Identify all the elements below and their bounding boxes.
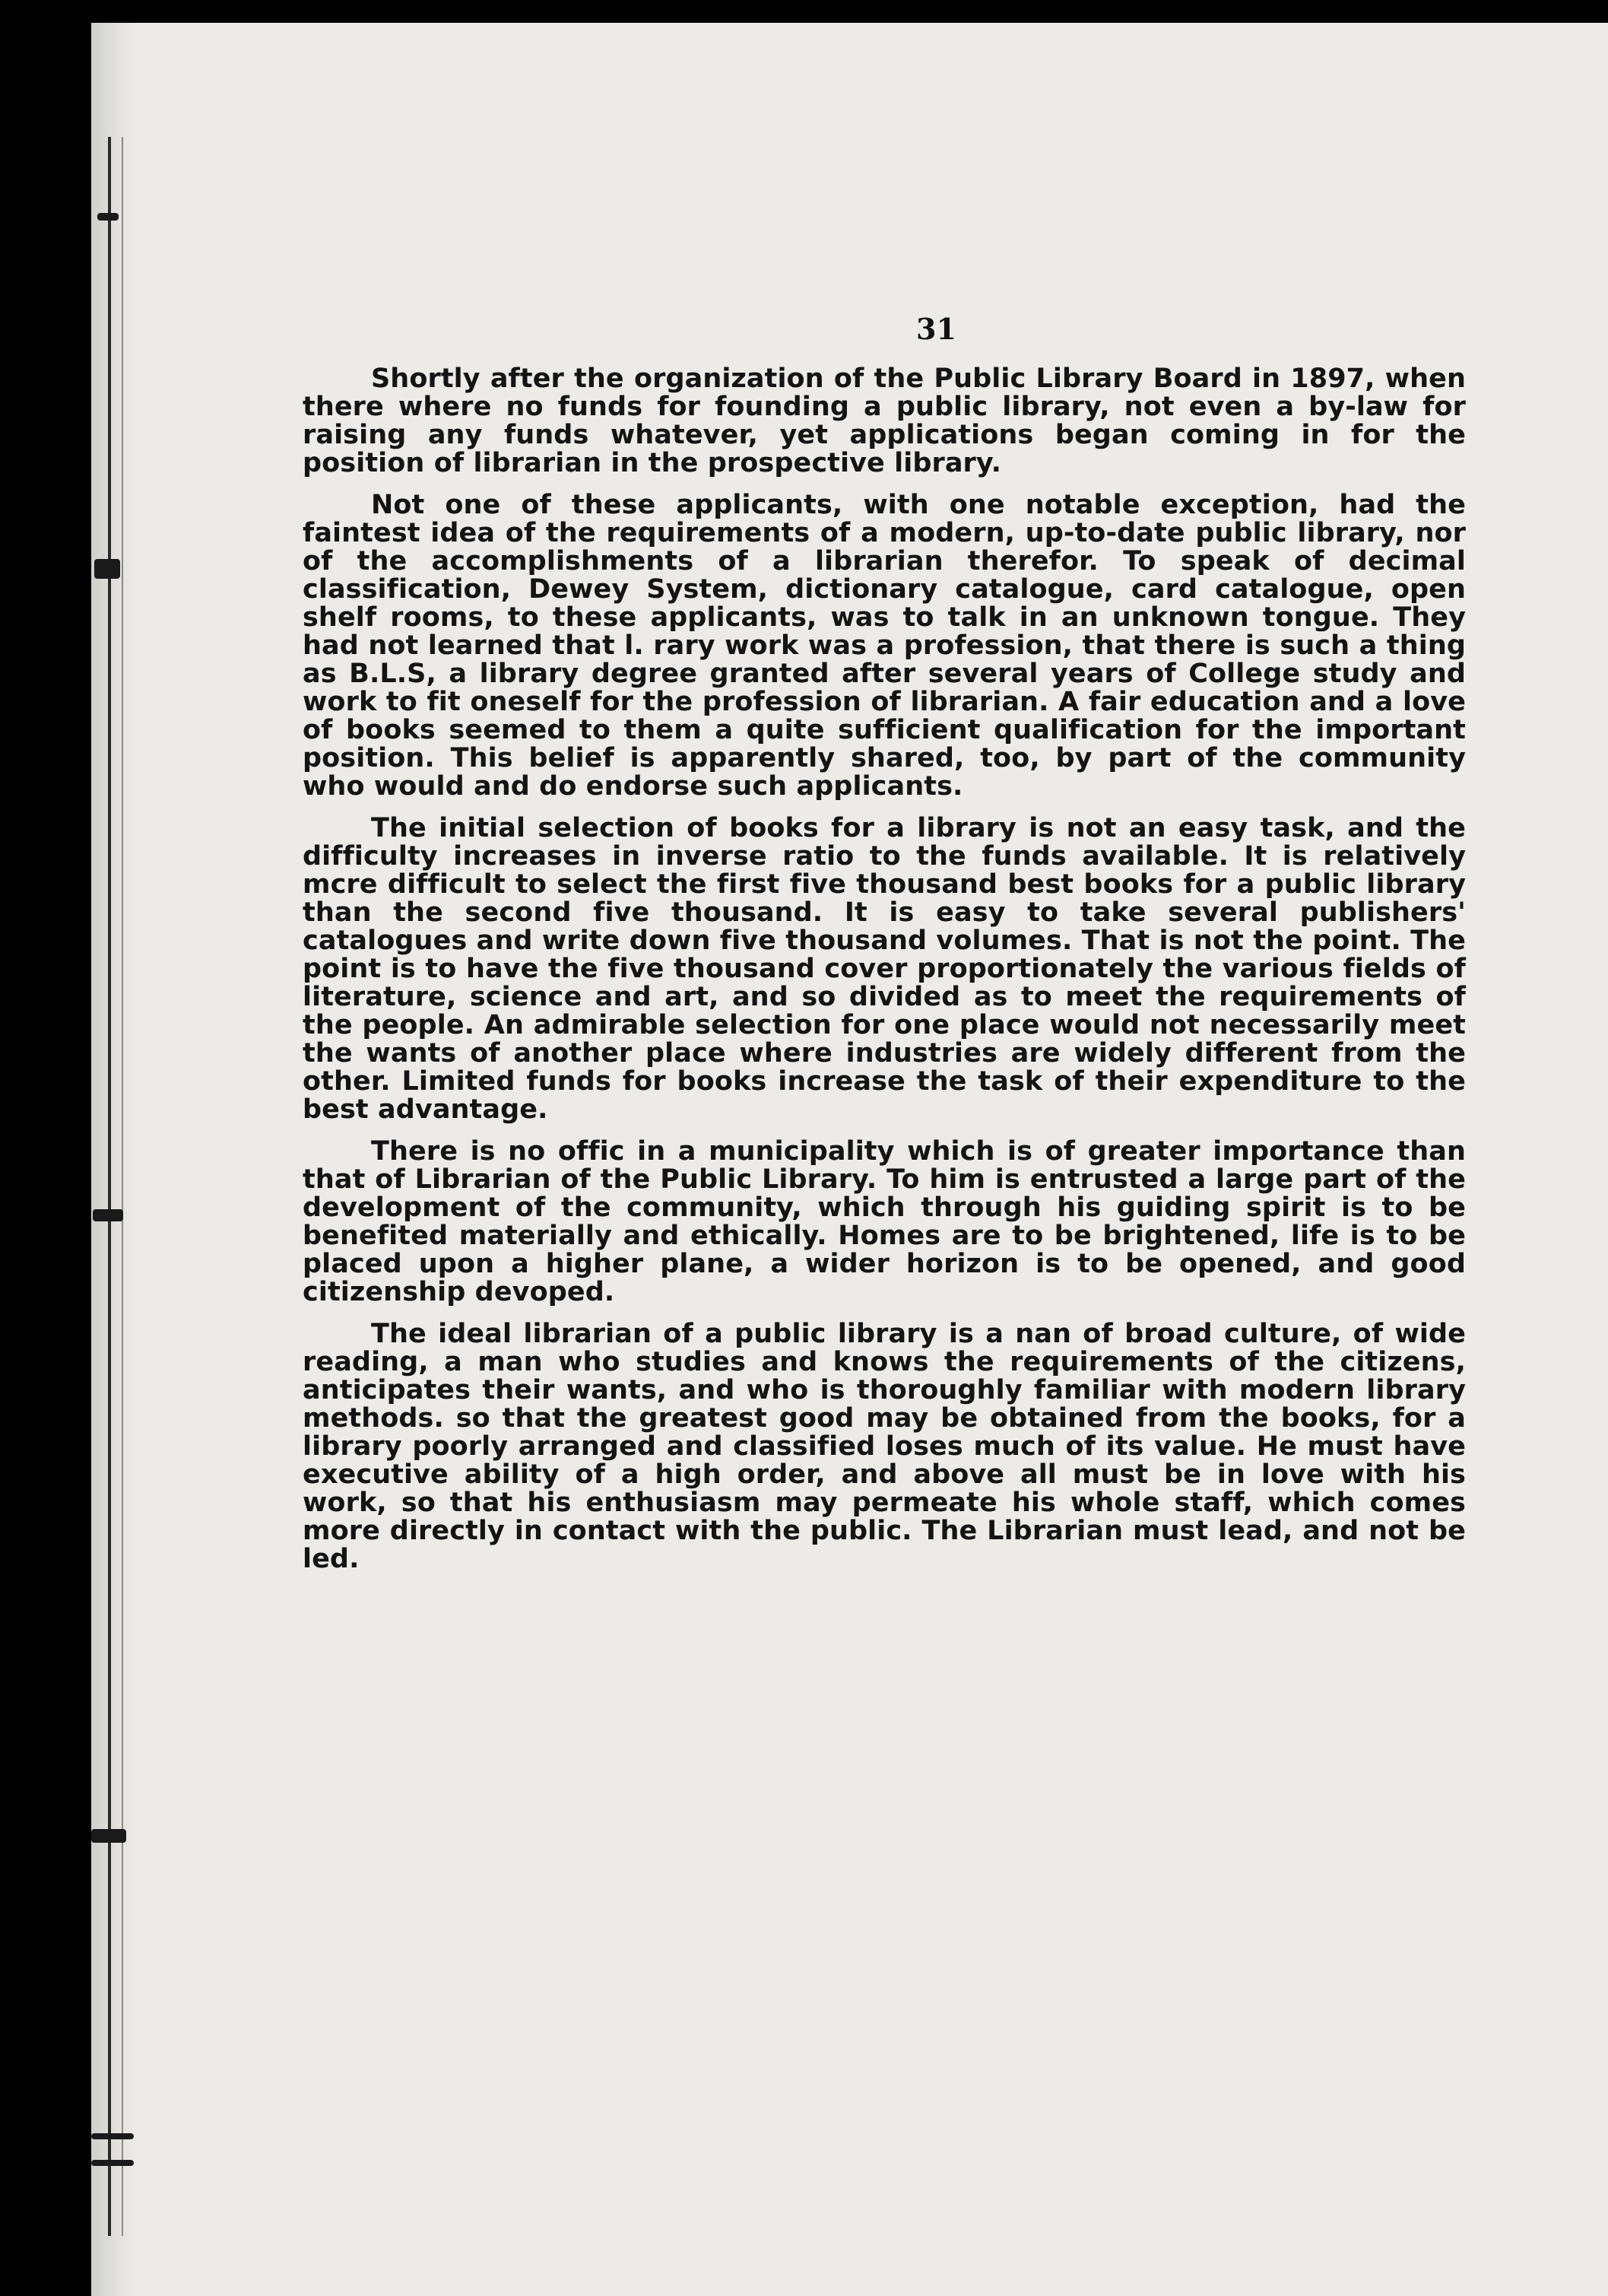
page-number: 31	[916, 312, 956, 346]
paragraph: The initial selection of books for a library is not an easy task, and the difficulty increases in inverse ratio to the funds available. It is relatively mcre difficult to select the first five thousand best books for a public library than the second five thousand. It is easy to take several publishers' catalogues and write down five thousand volumes. That is not the point. The point is to have the five thousand cover proportionately the various fields of literature, science and art, and so divided as to meet the requirements of the people. An admirable selection for one place would not necessarily meet the wants of another place where industries are widely different from the other. Limited funds for books increase the task of their expenditure to the best advantage.	[303, 813, 1466, 1125]
binding-line	[108, 137, 111, 2236]
paragraph: There is no offic in a municipality which is of greater importance than that of Librarian of the Public Library. To him is entrusted a large part of the development of the community, which through his guiding spirit is to be benefited materially and ethically. Homes are to be brightened, life is to be placed upon a higher plane, a wider horizon is to be opened, and good citizenship devoped.	[303, 1136, 1466, 1307]
paper-page	[91, 23, 1608, 2296]
binding-shadow-line	[122, 137, 123, 2236]
binding-stitch-mark	[91, 2133, 134, 2139]
binding-stitch-mark	[94, 559, 120, 579]
binding-stitch-mark	[97, 213, 119, 221]
paragraph: Shortly after the organization of the Public Library Board in 1897, when there where no funds for founding a public library, not even a by-law for raising any funds whatever, yet applications began coming in for the position of librarian in the prospective library.	[303, 364, 1466, 478]
paragraph: Not one of these applicants, with one notable exception, had the faintest idea of the requirements of a modern, up-to-date public library, nor of the accomplishments of a librarian therefor. To speak of decimal classification, Dewey System, dictionary catalogue, card catalogue, open shelf rooms, to these applicants, was to talk in an unknown tongue. They had not learned that l. rary work was a profession, that there is such a thing as B.L.S, a library degree granted after several years of College study and work to fit oneself for the profession of librarian. A fair education and a love of books seemed to them a quite sufficient qualification for the important position. This belief is apparently shared, too, by part of the community who would and do endorse such applicants.	[303, 490, 1466, 802]
body-text	[303, 365, 1466, 1574]
binding-stitch-mark	[91, 2160, 134, 2166]
paragraph: The ideal librarian of a public library is a nan of broad culture, of wide reading, a man who studies and knows the requirements of the citizens, anticipates their wants, and who is thoroughly familiar with modern library methods. so that the greatest good may be obtained from the books, for a library poorly arranged and classified loses much of its value. He must have executive ability of a high order, and above all must be in love with his work, so that his enthusiasm may permeate his whole staff, which comes more directly in contact with the public. The Librarian must lead, and not be led.	[303, 1319, 1466, 1574]
book-spine-edge	[91, 23, 137, 2296]
binding-stitch-mark	[91, 1829, 126, 1843]
binding-stitch-mark	[93, 1209, 123, 1221]
